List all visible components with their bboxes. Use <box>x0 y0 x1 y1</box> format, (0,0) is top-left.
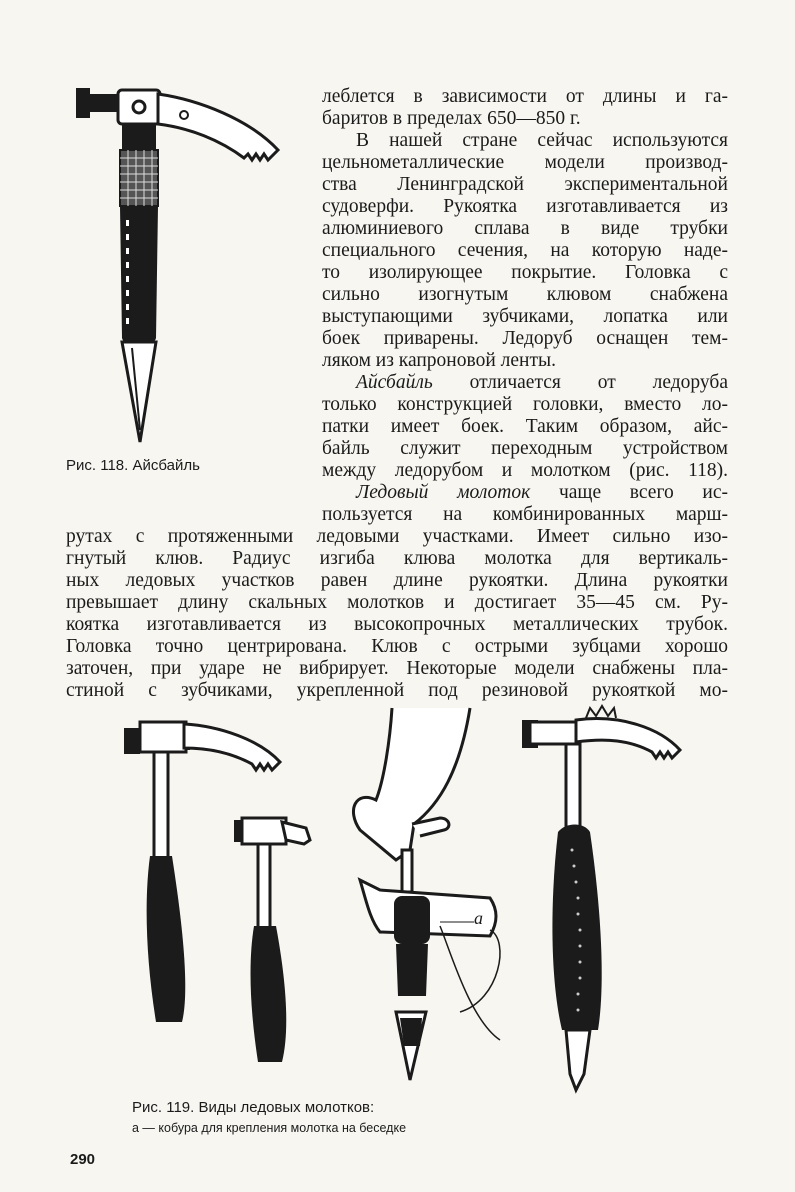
text-line: В нашей стране сейчас используются <box>356 130 728 151</box>
text-line: пользуется на комбинированных марш- <box>322 504 728 525</box>
figure-119-ice-hammers <box>110 700 710 1090</box>
text-line-ice-hammer: Ледовый молоток чаще всего ис- <box>356 482 728 503</box>
text-line: Головка точно центрирована. Клюв с острыми зубцами хорошо <box>66 636 728 657</box>
text-line: патки имеет боек. Таким образом, айс- <box>322 416 728 437</box>
text-line: между ледорубом и молотком (рис. 118). <box>322 460 728 481</box>
text-line: выступающими зубчиками, лопатка или <box>322 306 728 327</box>
term-ice-hammer: Ледовый молоток <box>356 482 531 503</box>
text-line: коятка изготавливается из высокопрочных металлических трубок. <box>66 614 728 635</box>
text-line-icebile: Айсбайль отличается от ледоруба <box>356 372 728 393</box>
figure-118-icebile <box>60 80 290 480</box>
text-line: боек приварены. Ледоруб оснащен тем- <box>322 328 728 349</box>
text-line: баритов в пределах 650—850 г. <box>322 108 581 129</box>
holster-with-hand <box>353 708 500 1080</box>
text-line: рутах с протяженными ледовыми участками. Имеет сильно изо- <box>66 526 728 547</box>
text-line: стиной с зубчиками, укрепленной под резиновой рукояткой мо- <box>66 680 728 701</box>
label-a: а <box>474 908 483 928</box>
text-line: цельнометаллические модели производ- <box>322 152 728 173</box>
text-line: ных ледовых участков равен длине рукоятки. Длина рукоятки <box>66 570 728 591</box>
text-line: то изолирующее покрытие. Головка с <box>322 262 728 283</box>
text-line: байль служит переходным устройством <box>322 438 728 459</box>
text-line: судоверфи. Рукоятка изготавливается из <box>322 196 728 217</box>
figure-119-caption: Рис. 119. Виды ледовых молотков: <box>132 1099 375 1116</box>
text-line: только конструкцией головки, вместо ло- <box>322 394 728 415</box>
term-icebile: Айсбайль <box>356 372 433 393</box>
icebile-shaft <box>120 206 158 346</box>
text-line: гнутый клюв. Радиус изгиба клюва молотка для вертикаль- <box>66 548 728 569</box>
text-line: алюминиевого сплава в виде трубки <box>322 218 728 239</box>
ice-hammer-4 <box>522 706 680 1090</box>
figure-118-caption: Рис. 118. Айсбайль <box>66 457 200 474</box>
ice-hammer-2 <box>234 818 310 1062</box>
figure-119-subcaption: а — кобура для крепления молотка на беседке <box>132 1121 407 1135</box>
page-number: 290 <box>70 1151 96 1168</box>
text-line: специального сечения, на которую наде- <box>322 240 728 261</box>
ice-hammer-4-grip <box>552 825 601 1031</box>
text-line: сильно изогнутым клювом снабжена <box>322 284 728 305</box>
text-line: леблется в зависимости от длины и га- <box>322 86 728 107</box>
text-line: заточен, при ударе не вибрирует. Некоторые модели снабжены пла- <box>66 658 728 679</box>
text-line: ства Ленинградской экспериментальной <box>322 174 728 195</box>
icebile-pick <box>158 94 278 160</box>
text-line: ляком из капроновой ленты. <box>322 350 556 371</box>
text-line: превышает длину скальных молотков и достигает 35—45 см. Ру- <box>66 592 728 613</box>
